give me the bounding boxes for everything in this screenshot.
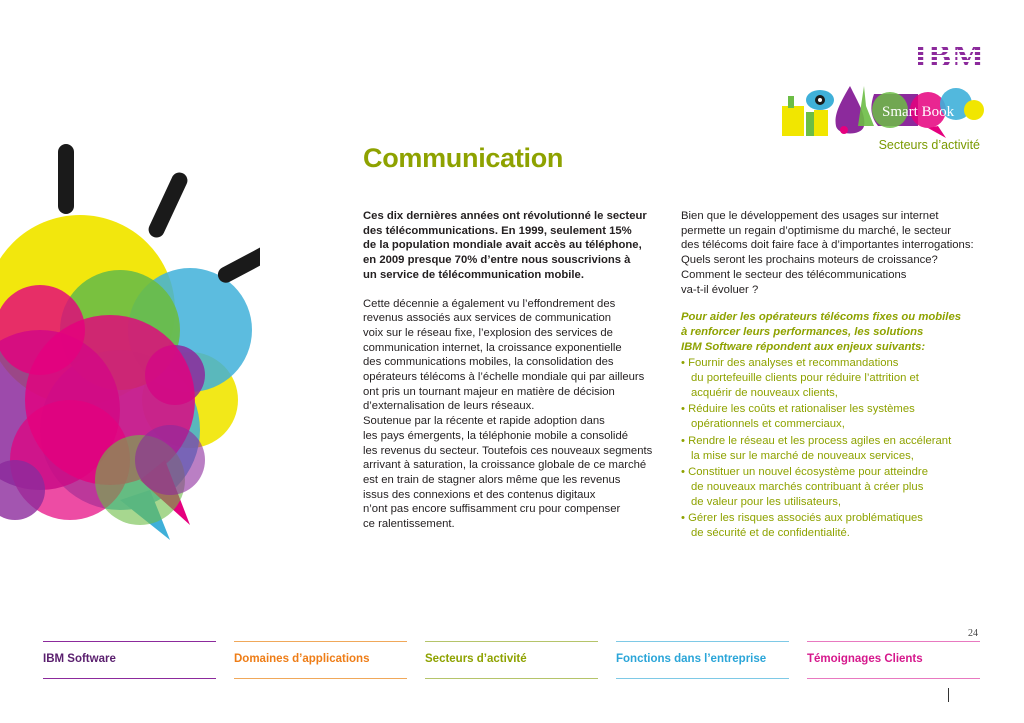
header-brand (778, 40, 984, 155)
footer-link-label: Domaines d’applications (234, 653, 370, 665)
paragraph-1: Cette décennie a également vu l’effondrement des revenus associés aux services de communication voix sur le réseau fixe, l’explosion des services de communication internet, la croissance exponentielle des communications mobiles, la consolidation des opérateurs télécoms à l’échelle mondiale qui par ailleurs ont pris un tournant majeur en matière de décision d’externalisation de leurs réseaux. (363, 297, 645, 413)
page-number: 24 (968, 628, 978, 639)
footer-link-fonctions[interactable] (616, 641, 789, 679)
list-item: • Réduire les coûts et rationaliser les systèmes opérationnels et commerciaux, (681, 403, 915, 431)
footer-link-label: Témoignages Clients (807, 653, 923, 665)
intro-paragraph: Bien que le développement des usages sur internet permette un regain d’optimisme du marché, le secteur des télécoms doit faire face à d’importantes interrogations: Quels seront les prochains moteurs de croissance? Comment le secteur des télécommunications va-t-il évoluer ? (681, 210, 974, 296)
footer-link-ibm-software[interactable] (43, 641, 216, 679)
footer-link-domaines[interactable] (234, 641, 407, 679)
footer-link-secteurs[interactable] (425, 641, 598, 679)
smart-book-label: Smart Book (882, 104, 955, 120)
ibm-logo: IBM (914, 38, 985, 75)
section-label: Secteurs d’activité (878, 138, 980, 152)
bullet-list (681, 356, 981, 540)
speech-bubbles-illustration (0, 130, 260, 570)
footer-link-label: IBM Software (43, 653, 116, 665)
page-title: Communication (363, 143, 564, 173)
list-item: • Fournir des analyses et recommandations du portefeuille clients pour réduire l’attrition et acquérir de nouveaux clients, (681, 357, 919, 399)
lead-paragraph: Ces dix dernières années ont révolutionné le secteur des télécommunications. En 1999, seulement 15% de la population mondiale avait accès au téléphone, en 2009 presque 70% d’entre nous souscrivions à un service de télécommunication mobile. (363, 210, 647, 281)
footer-link-label: Fonctions dans l’entreprise (616, 653, 767, 665)
paragraph-2: Soutenue par la récente et rapide adoption dans les pays émergents, la téléphonie mobile a consolidé les revenus du secteur. Toutefois ces nouveaux segments arrivant à saturation, la croissance globale de ce marché est en train de stagner alors même que les revenus issus des connexions et des contenus digitaux n’ont pas encore suffisamment cru pour compenser ce ralentissement. (363, 415, 653, 531)
page-marker (948, 688, 949, 702)
list-item: • Gérer les risques associés aux problématiques de sécurité et de confidentialité. (681, 512, 923, 540)
footer-link-temoignages[interactable] (807, 641, 980, 679)
highlight-heading: Pour aider les opérateurs télécoms fixes ou mobiles à renforcer leurs performances, les solutions IBM Software répondent aux enjeux suivants: (681, 311, 962, 353)
right-column (681, 209, 981, 543)
list-item: • Rendre le réseau et les process agiles en accélerant la mise sur le marché de nouveaux services, (681, 434, 952, 462)
list-item: • Constituer un nouvel écosystème pour atteindre de nouveaux marchés contribuant à créer plus de valeur pour les utilisateurs, (681, 466, 928, 508)
left-column (363, 209, 663, 532)
footer-link-label: Secteurs d’activité (425, 653, 527, 665)
